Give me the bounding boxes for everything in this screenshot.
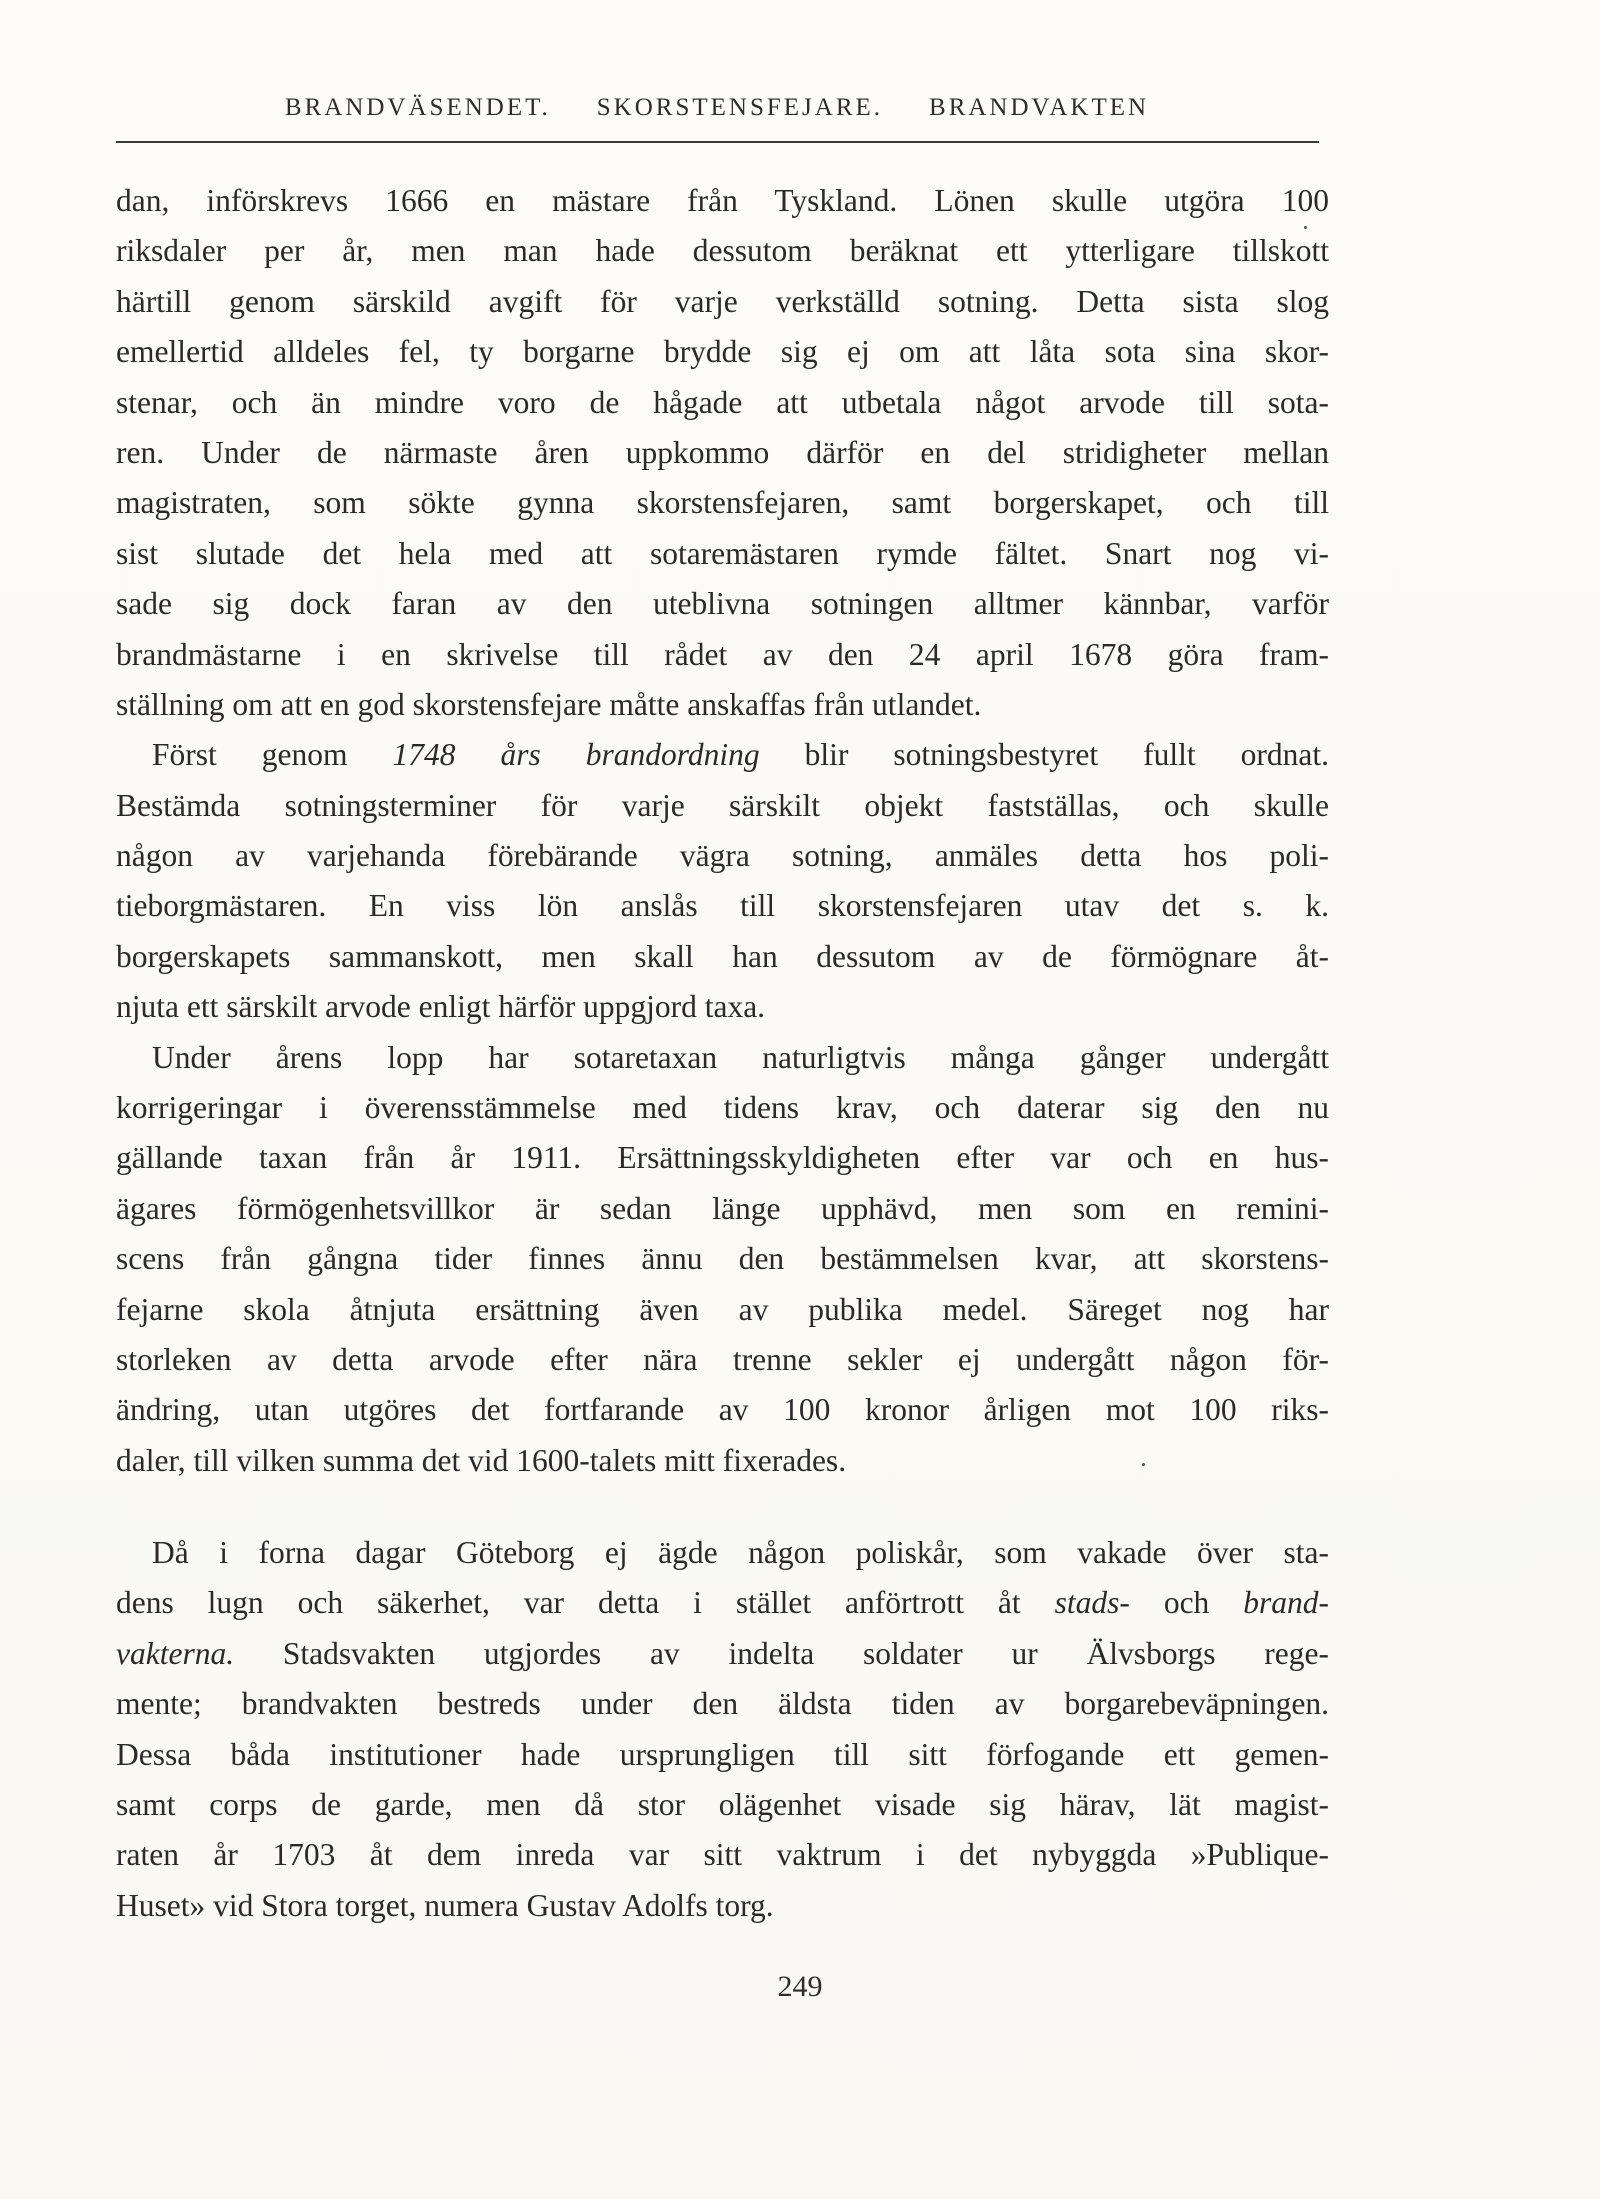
running-head-middle: SKORSTENSFEJARE. xyxy=(596,94,884,121)
text-line: tieborgmästaren. En viss lön anslås till skorstensfejaren utav det s. k. xyxy=(116,888,1329,924)
text-line: Under årens lopp har sotaretaxan naturligtvis många gånger undergått xyxy=(152,1039,1329,1075)
text-line: borgerskapets sammanskott, men skall han dessutom av de förmögnare åt- xyxy=(116,938,1329,974)
running-head-right: BRANDVAKTEN xyxy=(929,94,1150,121)
italic-term: brand- xyxy=(1243,1585,1329,1621)
text-line: Huset» vid Stora torget, numera Gustav Adolfs torg. xyxy=(116,1887,774,1923)
text-line: storleken av detta arvode efter nära trenne sekler ej undergått någon för- xyxy=(116,1341,1329,1377)
text-line: Då i forna dagar Göteborg ej ägde någon poliskår, som vakade över sta- xyxy=(152,1535,1329,1570)
text-line: riksdaler per år, men man hade dessutom beräknat ett ytterligare tillskott xyxy=(116,233,1329,269)
text-run: Stadsvakten utgjordes av indelta soldater ur Älvsborgs rege- xyxy=(234,1635,1329,1671)
italic-title: 1748 års brandordning xyxy=(392,737,760,773)
body-text-bottom xyxy=(116,1528,1329,1931)
text-line: ren. Under de närmaste åren uppkommo därför en del stridigheter mellan xyxy=(116,434,1329,470)
text-line: njuta ett särskilt arvode enligt härför uppgjord taxa. xyxy=(116,989,766,1025)
text-line: brandmästarne i en skrivelse till rådet av den 24 april 1678 göra fram- xyxy=(116,636,1329,672)
text-line: daler, till vilken summa det vid 1600-talets mitt fixerades. xyxy=(116,1442,847,1478)
text-line: härtill genom särskild avgift för varje verkställd sotning. Detta sista slog xyxy=(116,283,1329,319)
text-line: dan, införskrevs 1666 en mästare från Tyskland. Lönen skulle utgöra 100 xyxy=(116,183,1329,218)
text-line: samt corps de garde, men då stor olägenhet visade sig härav, lät magist- xyxy=(116,1786,1329,1822)
text-line xyxy=(116,1578,1329,1628)
body-text-top xyxy=(116,176,1329,1486)
text-run: Först genom xyxy=(152,737,393,773)
text-line: sade sig dock faran av den uteblivna sotningen alltmer kännbar, varför xyxy=(116,586,1329,622)
text-line: magistraten, som sökte gynna skorstensfejaren, samt borgerskapet, och till xyxy=(116,485,1329,521)
text-line: scens från gångna tider finnes ännu den bestämmelsen kvar, att skorstens- xyxy=(116,1241,1329,1277)
text-line: ägares förmögenhetsvillkor är sedan länge upphävd, men som en remini- xyxy=(116,1190,1329,1226)
running-head xyxy=(116,94,1318,122)
text-line: någon av varjehanda förebärande vägra sotning, anmäles detta hos poli- xyxy=(116,838,1329,874)
text-run: och xyxy=(1129,1585,1244,1621)
italic-term: vakterna. xyxy=(116,1635,235,1671)
text-line: stenar, och än mindre voro de hågade att utbetala något arvode till sota- xyxy=(116,384,1329,420)
print-speck xyxy=(1142,1463,1145,1466)
running-head-left: BRANDVÄSENDET. xyxy=(284,94,551,121)
text-line: gällande taxan från år 1911. Ersättningsskyldigheten efter var och en hus- xyxy=(116,1140,1329,1176)
text-line: korrigeringar i överensstämmelse med tidens krav, och daterar sig den nu xyxy=(116,1090,1329,1126)
print-speck xyxy=(1304,226,1307,229)
text-line: Bestämda sotningsterminer för varje särskilt objekt fastställas, och skulle xyxy=(116,787,1329,823)
text-line: sist slutade det hela med att sotaremästaren rymde fältet. Snart nog vi- xyxy=(116,535,1329,571)
text-line: emellertid alldeles fel, ty borgarne brydde sig ej om att låta sota sina skor- xyxy=(116,334,1329,370)
italic-term: stads- xyxy=(1054,1585,1130,1621)
text-run: dens lugn och säkerhet, var detta i stället anförtrott åt xyxy=(116,1585,1055,1621)
text-line: raten år 1703 åt dem inreda var sitt vaktrum i det nybyggda »Publique- xyxy=(116,1837,1329,1873)
text-line xyxy=(116,1629,1329,1679)
text-line xyxy=(116,730,1329,780)
header-rule xyxy=(116,141,1319,143)
text-line: mente; brandvakten bestreds under den äldsta tiden av borgarebeväpningen. xyxy=(116,1686,1329,1722)
text-run: blir sotningsbestyret fullt ordnat. xyxy=(759,737,1329,773)
text-line: ändring, utan utgöres det fortfarande av 100 kronor årligen mot 100 riks- xyxy=(116,1392,1329,1428)
text-line: fejarne skola åtnjuta ersättning även av publika medel. Säreget nog har xyxy=(116,1291,1329,1327)
text-line: ställning om att en god skorstensfejare måtte anskaffas från utlandet. xyxy=(116,686,982,722)
page-number: 249 xyxy=(777,1970,823,2003)
text-line: Dessa båda institutioner hade ursprungligen till sitt förfogande ett gemen- xyxy=(116,1736,1329,1772)
